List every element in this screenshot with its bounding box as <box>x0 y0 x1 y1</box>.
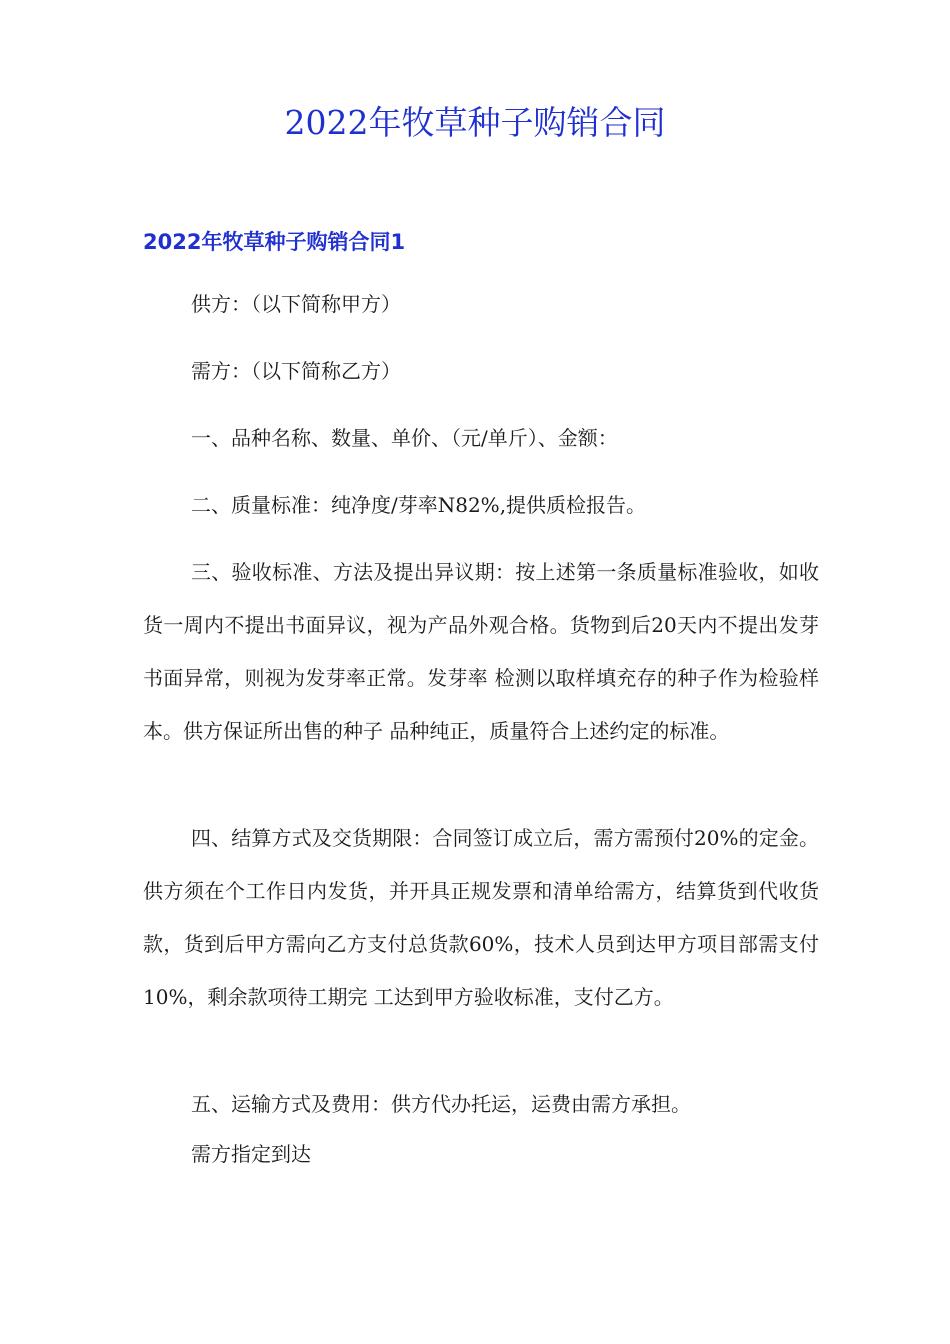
paragraph-clause-3: 三、验收标准、方法及提出异议期：按上述第一条质量标准验收，如收货一周内不提出书面异议，视为产品外观合格。货物到后20天内不提出发芽书面异常，则视为发芽率正常。发芽率 检测以取样填充存的种子作为检验样本。供方保证所出售的种子 品种纯正，质量符合上述约定的标准。 <box>143 560 819 743</box>
paragraph-clause-2: 二、质量标准：纯净度/芽率N82%,提供质检报告。 <box>191 493 647 517</box>
document-title: 2022年牧草种子购销合同 <box>284 103 666 142</box>
paragraph-clause-5: 五、运输方式及费用：供方代办托运，运费由需方承担。 <box>191 1092 691 1116</box>
paragraph-clause-4: 四、结算方式及交货期限：合同签订成立后，需方需预付20%的定金。供方须在个工作日内发货，并开具正规发票和清单给需方，结算货到代收货款，货到后甲方需向乙方支付总货款60%，技术人员到达甲方项目部需支付10%，剩余款项待工期完 工达到甲方验收标准，支付乙方。 <box>143 826 819 1009</box>
paragraph-supplier: 供方：（以下简称甲方） <box>191 292 401 316</box>
paragraph-destination: 需方指定到达 <box>191 1142 311 1166</box>
paragraph-clause-1: 一、品种名称、数量、单价、（元/单斤）、金额： <box>191 426 618 450</box>
paragraph-buyer: 需方：（以下简称乙方） <box>191 359 401 383</box>
section-heading: 2022年牧草种子购销合同1 <box>143 230 406 254</box>
